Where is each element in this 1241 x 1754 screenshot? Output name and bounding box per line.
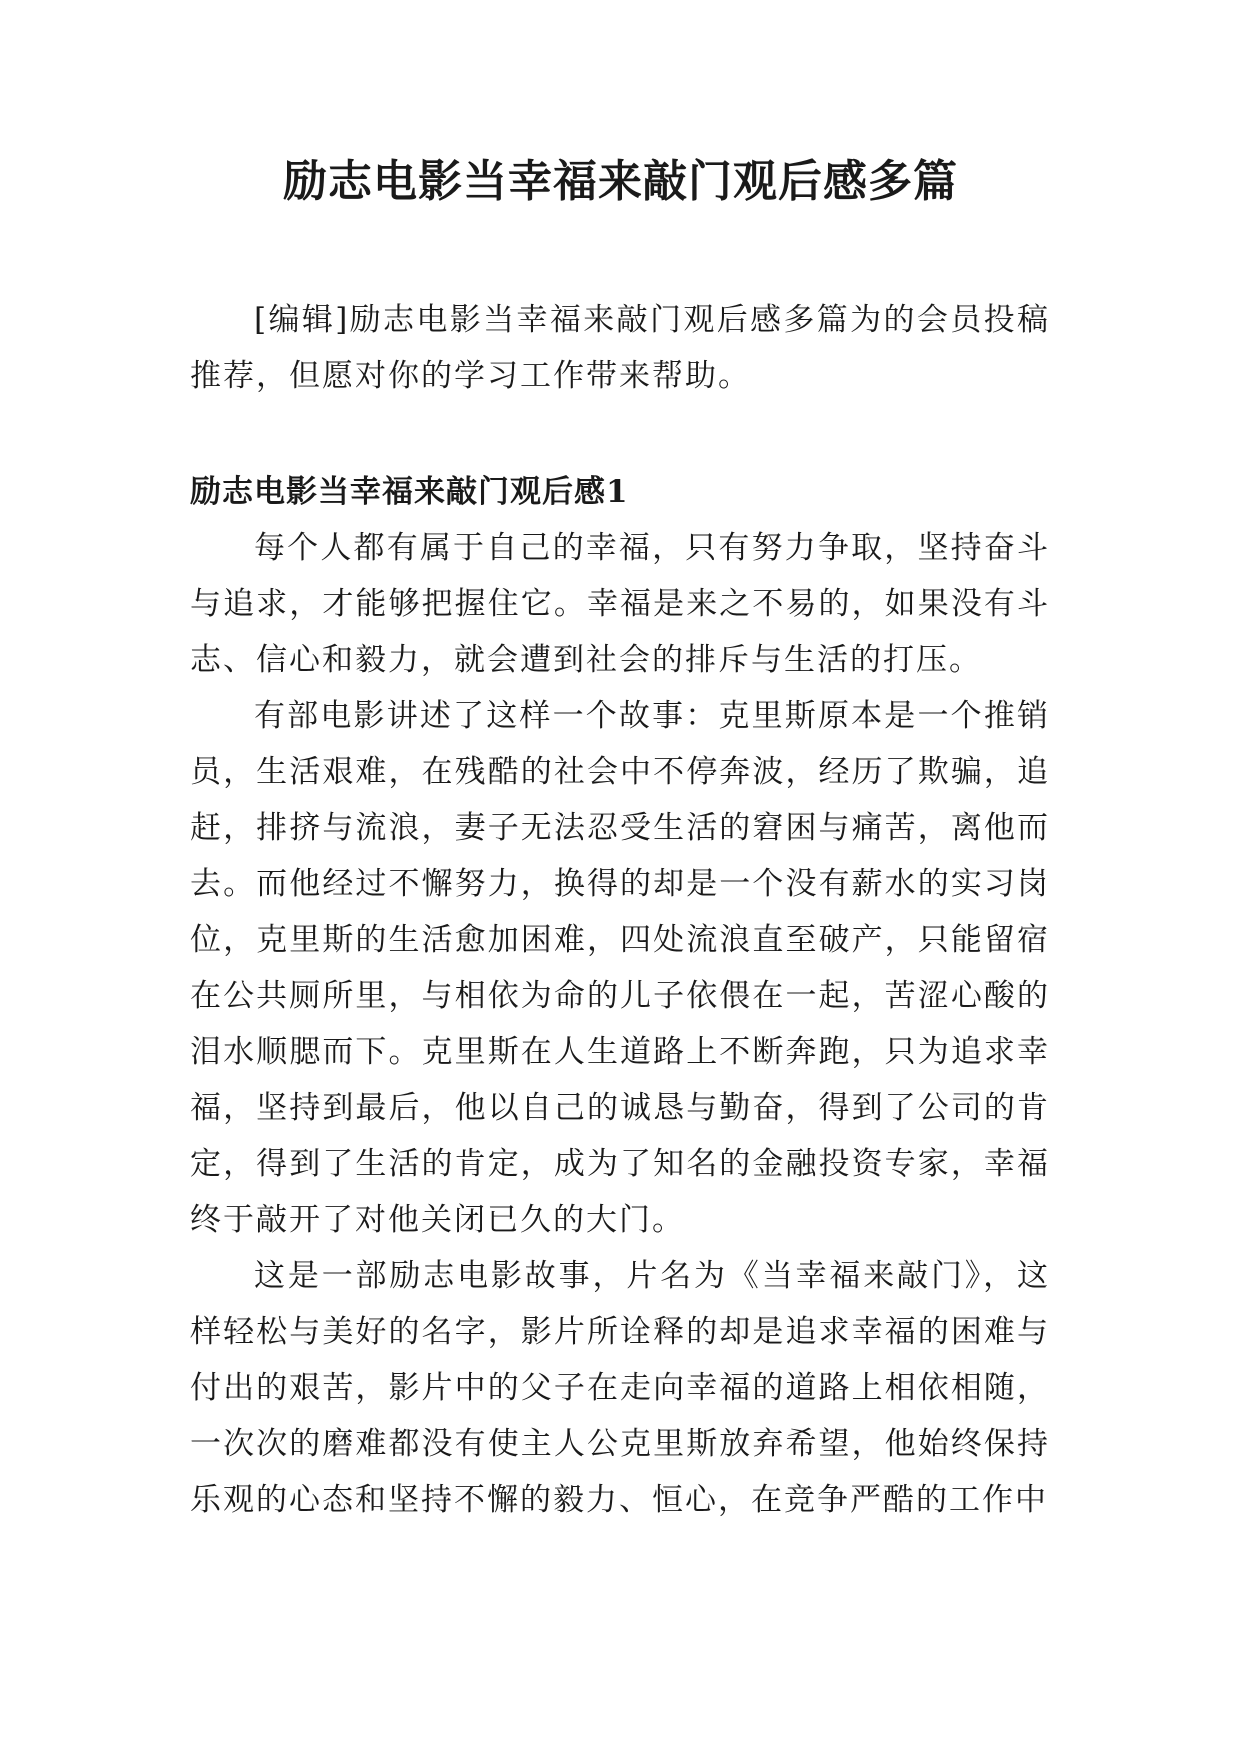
paragraph: 每个人都有属于自己的幸福，只有努力争取，坚持奋斗与追求，才能够把握住它。幸福是来之不易的，如果没有斗志、信心和毅力，就会遭到社会的排斥与生活的打压。	[190, 530, 1050, 678]
document-title: 励志电影当幸福来敲门观后感多篇	[283, 156, 958, 207]
section-content	[190, 520, 1050, 1528]
paragraph: 这是一部励志电影故事，片名为《当幸福来敲门》，这样轻松与美好的名字，影片所诠释的却是追求幸福的困难与付出的艰苦，影片中的父子在走向幸福的道路上相依相随，一次次的磨难都没有使主人公克里斯放弃希望，他始终保持乐观的心态和坚持不懈的毅力、恒心，在竞争严酷的工作中	[190, 1258, 1050, 1518]
section-heading: 励志电影当幸福来敲门观后感1	[190, 474, 629, 510]
paragraph: 有部电影讲述了这样一个故事：克里斯原本是一个推销员，生活艰难，在残酷的社会中不停奔波，经历了欺骗，追赶，排挤与流浪，妻子无法忍受生活的窘困与痛苦，离他而去。而他经过不懈努力，换得的却是一个没有薪水的实习岗位，克里斯的生活愈加困难，四处流浪直至破产，只能留宿在公共厕所里，与相依为命的儿子依偎在一起，苦涩心酸的泪水顺腮而下。克里斯在人生道路上不断奔跑，只为追求幸福，坚持到最后，他以自己的诚恳与勤奋，得到了公司的肯定，得到了生活的肯定，成为了知名的金融投资专家，幸福终于敲开了对他关闭已久的大门。	[190, 698, 1050, 1238]
intro-paragraph: [编辑]励志电影当幸福来敲门观后感多篇为的会员投稿推荐，但愿对你的学习工作带来帮助。	[190, 302, 1050, 394]
